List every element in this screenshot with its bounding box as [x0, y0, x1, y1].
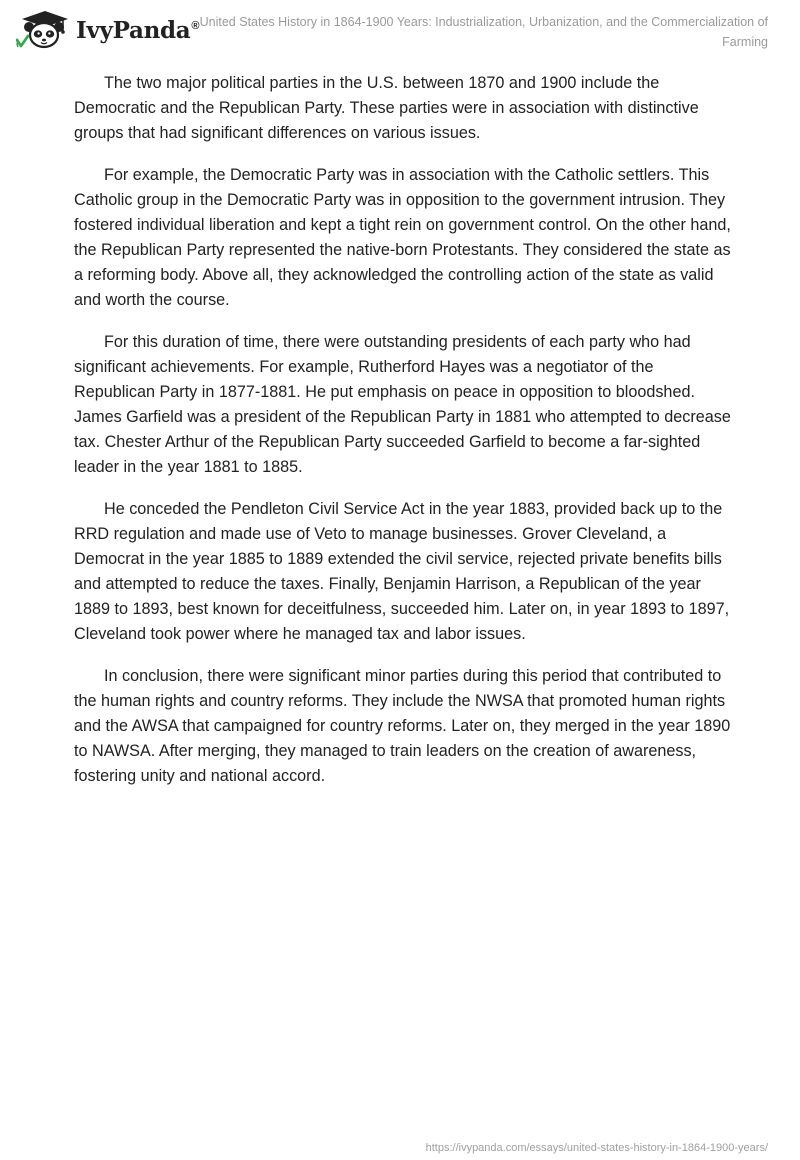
paragraph-2: For example, the Democratic Party was in association with the Catholic settlers. This Catholic group in the Democratic Party was in opposition to the government intrusion. They fostered individual liberation and kept a tight rein on government control. On the other hand, the Republican Party represented the native-born Protestants. They considered the state as a reforming body. Above all, they acknowledged the controlling action of the state as valid and worth the course.: [74, 166, 731, 309]
paragraph-1: The two major political parties in the U.S. between 1870 and 1900 include the Democratic and the Republican Party. These parties were in association with distinctive groups that had significant differences on various issues.: [74, 74, 699, 142]
paragraph-5: In conclusion, there were significant minor parties during this period that contributed to the human rights and country reforms. They include the NWSA that promoted human rights and the AWSA that campaigned for country reforms. Later on, they merged in the year 1890 to NAWSA. After merging, they managed to train leaders on the creation of awareness, fostering unity and national accord.: [74, 667, 731, 785]
registered-mark: ®: [191, 19, 200, 32]
document-title: United States History in 1864-1900 Years: Industrialization, Urbanization, and the Commercialization of Farming: [199, 15, 768, 49]
paragraph-4: He conceded the Pendleton Civil Service Act in the year 1883, provided back up to the RRD regulation and made use of Veto to manage businesses. Grover Cleveland, a Democrat in the year 1885 to 1889 extended the civil service, rejected private benefits bills and attempted to reduce the taxes. Finally, Benjamin Harrison, a Republican of the year 1889 to 1893, best known for deceitfulness, succeeded him. Later on, in year 1893 to 1897, Cleveland took power where he managed tax and labor issues.: [74, 500, 730, 643]
panda-graduate-icon: [16, 10, 74, 50]
logo-text: IvyPanda®: [76, 16, 200, 44]
source-url-link[interactable]: https://ivypanda.com/essays/united-states-history-in-1864-1900-years/: [425, 1142, 768, 1154]
ivypanda-logo[interactable]: [16, 10, 199, 50]
paragraph-3: For this duration of time, there were outstanding presidents of each party who had significant achievements. For example, Rutherford Hayes was a negotiator of the Republican Party in 1877-1881. He put emphasis on peace in opposition to bloodshed. James Garfield was a president of the Republican Party in 1881 who attempted to decrease tax. Chester Arthur of the Republican Party succeeded Garfield to become a far-sighted leader in the year 1881 to 1885.: [74, 333, 731, 476]
essay-body: [74, 71, 734, 806]
page-header: [0, 0, 800, 60]
